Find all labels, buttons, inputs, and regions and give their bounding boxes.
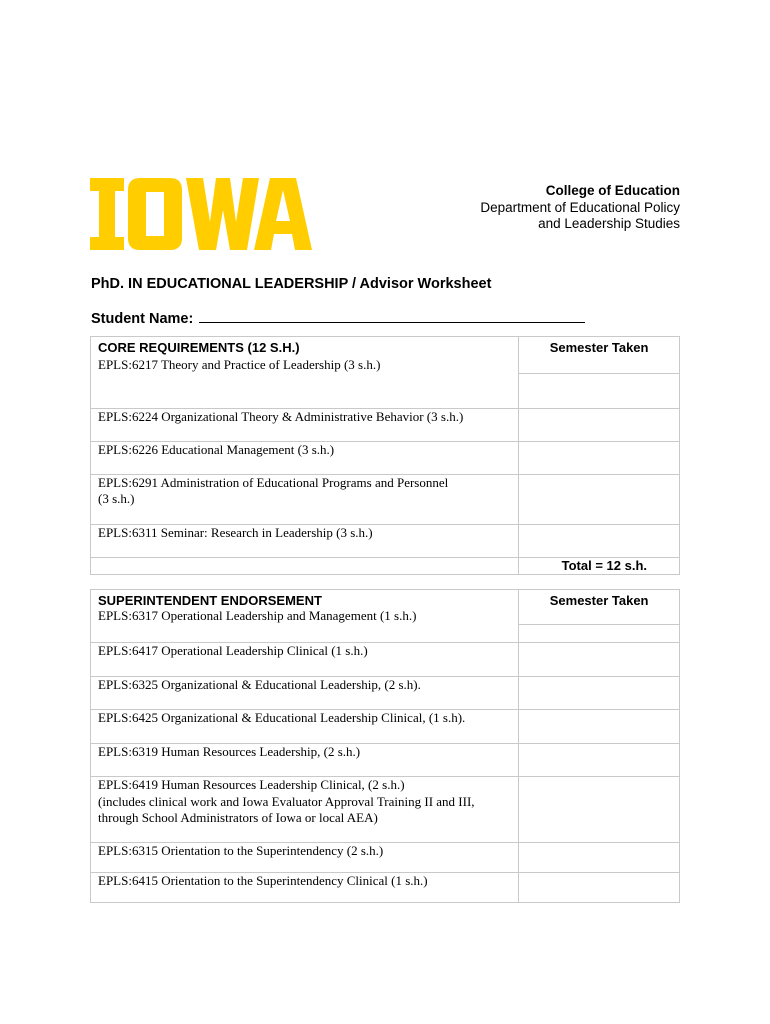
- college-header: [480, 183, 680, 233]
- course-item: EPLS:6419 Human Resources Leadership Clinical, (2 s.h.): [98, 777, 405, 792]
- course-item: EPLS:6217 Theory and Practice of Leadership (3 s.h.): [98, 356, 381, 372]
- superintendent-endorsement-table: [90, 589, 680, 903]
- semester-cell[interactable]: [519, 625, 680, 643]
- department-line-1: Department of Educational Policy: [480, 199, 680, 215]
- course-item: EPLS:6417 Operational Leadership Clinical (1 s.h.): [98, 643, 368, 658]
- semester-cell[interactable]: [519, 441, 680, 474]
- table-row: [91, 843, 680, 873]
- course-item: EPLS:6311 Seminar: Research in Leadership (3 s.h.): [98, 524, 373, 540]
- course-item-continued: (includes clinical work and Iowa Evaluator Approval Training II and III,: [98, 793, 475, 809]
- department-line-2: and Leadership Studies: [538, 216, 680, 231]
- student-name-label: Student Name:: [91, 311, 194, 327]
- semester-cell[interactable]: [519, 408, 680, 441]
- course-item: EPLS:6291 Administration of Educational Programs and Personnel: [98, 474, 449, 490]
- table-row: [91, 474, 680, 524]
- semester-cell[interactable]: [519, 643, 680, 677]
- course-item: EPLS:6325 Organizational & Educational Leadership, (2 s.h).: [98, 677, 421, 692]
- semester-cell[interactable]: [519, 373, 680, 408]
- course-item: EPLS:6319 Human Resources Leadership, (2 s.h.): [98, 744, 361, 759]
- table-row: [91, 524, 680, 557]
- worksheet-title: PhD. IN EDUCATIONAL LEADERSHIP / Advisor Worksheet: [91, 276, 492, 292]
- table-row: [91, 441, 680, 474]
- table-row: [91, 873, 680, 903]
- table-row: [91, 373, 680, 408]
- course-item-continued: (3 s.h.): [98, 491, 135, 506]
- table-header-row: [91, 590, 680, 609]
- semester-cell[interactable]: [519, 843, 680, 873]
- semester-cell[interactable]: [519, 744, 680, 777]
- student-name-row: [91, 308, 585, 327]
- semester-cell[interactable]: [519, 524, 680, 557]
- table-row: [91, 643, 680, 677]
- semester-cell[interactable]: [519, 474, 680, 524]
- course-item: EPLS:6226 Educational Management (3 s.h.): [98, 441, 335, 457]
- semester-cell[interactable]: [519, 710, 680, 744]
- semester-taken-header: Semester Taken: [549, 593, 649, 608]
- total-row: [91, 557, 680, 574]
- core-header: CORE REQUIREMENTS (12 S.H.): [98, 340, 300, 355]
- semester-cell[interactable]: [519, 677, 680, 710]
- course-item: EPLS:6224 Organizational Theory & Administrative Behavior (3 s.h.): [98, 408, 464, 424]
- core-total: Total = 12 s.h.: [561, 557, 647, 573]
- iowa-logo: [90, 178, 312, 250]
- table-row: [91, 408, 680, 441]
- course-item: EPLS:6315 Orientation to the Superintendency (2 s.h.): [98, 843, 384, 858]
- table-row: [91, 677, 680, 710]
- semester-cell[interactable]: [519, 873, 680, 903]
- core-requirements-table: [90, 336, 680, 575]
- table-row: [91, 625, 680, 643]
- table-row: [91, 744, 680, 777]
- course-item: EPLS:6317 Operational Leadership and Management (1 s.h.): [98, 608, 417, 623]
- table-header-row: [91, 337, 680, 357]
- course-item: EPLS:6425 Organizational & Educational Leadership Clinical, (1 s.h).: [98, 710, 466, 725]
- semester-taken-header: Semester Taken: [549, 340, 649, 355]
- course-item-continued: through School Administrators of Iowa or local AEA): [98, 810, 378, 825]
- college-name: College of Education: [545, 183, 680, 198]
- semester-cell[interactable]: [519, 777, 680, 843]
- course-item: EPLS:6415 Orientation to the Superintendency Clinical (1 s.h.): [98, 873, 428, 888]
- table-row: [91, 777, 680, 843]
- superintendent-header: SUPERINTENDENT ENDORSEMENT: [98, 593, 322, 608]
- table-row: [91, 710, 680, 744]
- student-name-field[interactable]: [199, 308, 585, 323]
